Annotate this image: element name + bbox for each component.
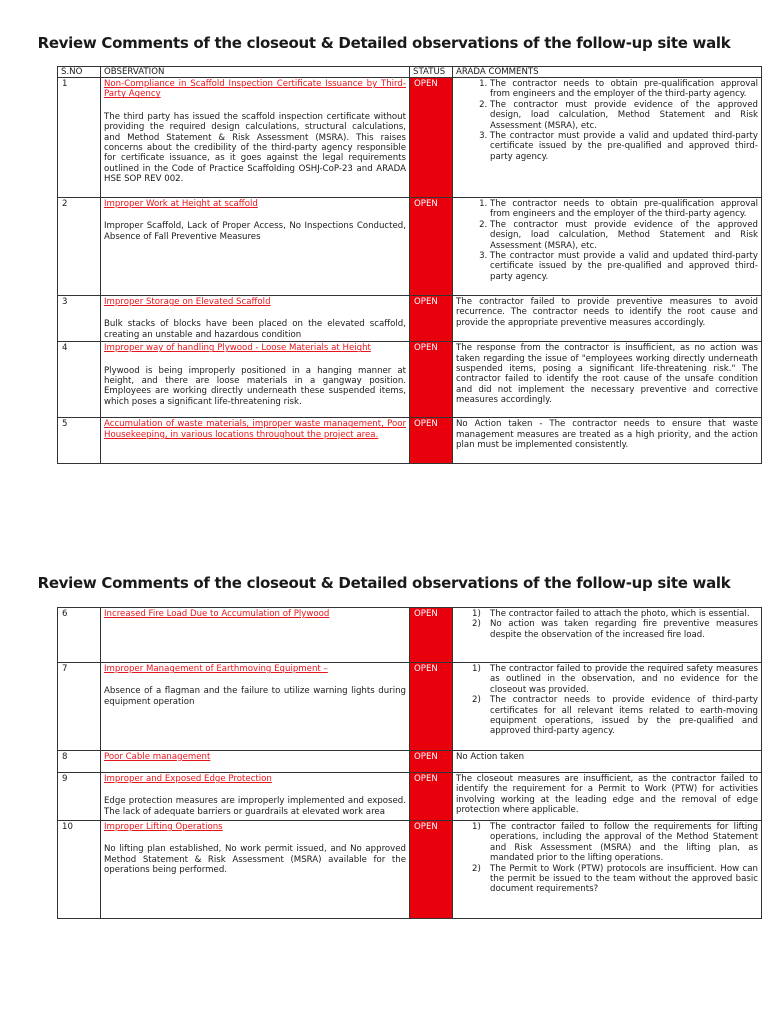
row-number: 6 (58, 608, 101, 663)
table-row (58, 296, 762, 342)
comment-item: 2. The contractor must provide evidence of the approved design, load calculation, Method Statement and Risk Assessment (MSRA), etc. (490, 100, 758, 131)
observation-cell (101, 198, 410, 296)
row-number: 10 (58, 821, 101, 919)
row-number: 4 (58, 342, 101, 418)
observation-description: Absence of a flagman and the failure to utilize warning lights during equipment operation (104, 686, 406, 707)
comment-item: The contractor needs to provide evidence of third-party certificates for all relevant items related to earth-moving equipment operations, issued by the pre-qualified and approved third-party agency. (490, 695, 758, 737)
comment-item: The contractor failed to provide the required safety measures as outlined in the observation, and no evidence for the closeout was provided. (490, 664, 758, 695)
comments-cell (453, 78, 762, 198)
comments-cell (453, 821, 762, 919)
table-row (58, 751, 762, 773)
row-number: 7 (58, 663, 101, 751)
status-badge: OPEN (410, 78, 453, 198)
observation-title: Poor Cable management (104, 752, 211, 762)
section-title: Review Comments of the closeout & Detailed observations of the follow-up site walk (37, 34, 731, 52)
comments-cell: The response from the contractor is insufficient, as no action was taken regarding the issue of "employees working directly underneath suspended items, posing a significant life-threatening risk." The contractor failed to identify the root cause of the unsafe condition and did not implement the necessary preventive and corrective measures accordingly. (453, 342, 762, 418)
comments-cell (453, 198, 762, 296)
observation-title: Improper Storage on Elevated Scaffold (104, 297, 271, 307)
status-badge: OPEN (410, 773, 453, 821)
observation-title: Non-Compliance in Scaffold Inspection Certificate Issuance by Third-Party Agency (104, 79, 406, 100)
comments-cell: The closeout measures are insufficient, as the contractor failed to identify the requirement for a Permit to Work (PTW) for activities involving working at the leading edge and the removal of edge protection where applicable. (453, 773, 762, 821)
observation-title: Accumulation of waste materials, improper waste management, Poor Housekeeping, in various locations throughout the project area. (104, 419, 406, 440)
table-row (58, 342, 762, 418)
row-number: 5 (58, 418, 101, 464)
comment-item: The contractor failed to attach the photo, which is essential. (490, 609, 750, 619)
table-row (58, 821, 762, 919)
comment-item: 2. The contractor must provide evidence of the approved design, load calculation, Method Statement and Risk Assessment (MSRA), etc. (490, 220, 758, 251)
status-badge: OPEN (410, 198, 453, 296)
comment-item: No action was taken regarding fire preventive measures despite the observation of the increased fire load. (490, 619, 758, 640)
observation-description: Plywood is being improperly positioned in a hanging manner at height, and there are loose materials in a gangway position. Employees are working directly underneath these suspended items, which poses a significant life-threatening risk. (104, 365, 406, 407)
observation-cell (101, 296, 410, 342)
row-number: 8 (58, 751, 101, 773)
table-row (58, 418, 762, 464)
row-number: 2 (58, 198, 101, 296)
table-row (58, 78, 762, 198)
section-title-repeat: Review Comments of the closeout & Detailed observations of the follow-up site walk (37, 574, 731, 592)
observation-title: Improper Management of Earthmoving Equipment – (104, 664, 328, 674)
comment-item: 3. The contractor must provide a valid and updated third-party certificate issued by the pre-qualified and approved third-party agency. (490, 131, 758, 162)
observation-title: Improper Work at Height at scaffold (104, 199, 258, 209)
comments-cell: No Action taken - The contractor needs to ensure that waste management measures are treated as a high priority, and the action plan must be implemented consistently. (453, 418, 762, 464)
observation-cell (101, 342, 410, 418)
observations-table-1 (57, 66, 762, 464)
observation-cell (101, 773, 410, 821)
header-status: STATUS (410, 67, 453, 78)
observation-cell (101, 608, 410, 663)
status-badge: OPEN (410, 608, 453, 663)
row-number: 3 (58, 296, 101, 342)
status-badge: OPEN (410, 663, 453, 751)
comment-item: 1. The contractor needs to obtain pre-qualification approval from engineers and the employer of the third-party agency. (490, 79, 758, 100)
status-badge: OPEN (410, 821, 453, 919)
table-row (58, 663, 762, 751)
observation-description: Bulk stacks of blocks have been placed on the elevated scaffold, creating an unstable and hazardous condition (104, 319, 406, 340)
comment-item: 1. The contractor needs to obtain pre-qualification approval from engineers and the employer of the third-party agency. (490, 199, 758, 220)
observation-cell (101, 751, 410, 773)
observation-title: Improper and Exposed Edge Protection (104, 774, 272, 784)
comment-item: The contractor failed to follow the requirements for lifting operations, including the approval of the Method Statement and Risk Assessment (MSRA) and the lifting plan, as mandated prior to the lifting operations. (490, 822, 758, 864)
table-row (58, 198, 762, 296)
comment-item: 3. The contractor must provide a valid and updated third-party certificate issued by the pre-qualified and approved third-party agency. (490, 251, 758, 282)
observations-table-2 (57, 607, 762, 919)
row-number: 9 (58, 773, 101, 821)
observation-cell (101, 663, 410, 751)
observation-description: Edge protection measures are improperly implemented and exposed. The lack of adequate barriers or guardrails at elevated work area (104, 796, 406, 817)
table-header-row (58, 67, 762, 78)
comments-cell: The contractor failed to provide preventive measures to avoid recurrence. The contractor needs to identify the root cause and provide the appropriate preventive measures accordingly. (453, 296, 762, 342)
comments-cell (453, 608, 762, 663)
status-badge: OPEN (410, 342, 453, 418)
status-badge: OPEN (410, 296, 453, 342)
observation-title: Improper way of handling Plywood - Loose Materials at Height (104, 343, 371, 354)
observation-description: No lifting plan established, No work permit issued, and No approved Method Statement & Risk Assessment (MSRA) available for the operations being performed. (104, 844, 406, 876)
comments-cell (453, 663, 762, 751)
observation-cell (101, 418, 410, 464)
status-badge: OPEN (410, 418, 453, 464)
observation-cell (101, 821, 410, 919)
observation-title: Improper Lifting Operations (104, 822, 223, 832)
observation-title: Increased Fire Load Due to Accumulation of Plywood (104, 609, 330, 619)
observation-description: Improper Scaffold, Lack of Proper Access, No Inspections Conducted, Absence of Fall Preventive Measures (104, 221, 406, 242)
comment-item: The Permit to Work (PTW) protocols are insufficient. How can the permit be issued to the team without the approved basic document requirements? (490, 863, 758, 895)
comments-cell: No Action taken (453, 751, 762, 773)
header-sno: S.NO (58, 67, 101, 78)
row-number: 1 (58, 78, 101, 198)
observation-cell (101, 78, 410, 198)
header-comments: ARADA COMMENTS (453, 67, 762, 78)
header-observation: OBSERVATION (101, 67, 410, 78)
observation-description: The third party has issued the scaffold inspection certificate without providing the required design calculations, structural calculations, and Method Statement & Risk Assessment (MSRA). This raises concerns about the credibility of the third-party agency responsible for certificate issuance, as it goes against the legal requirements outlined in the Code of Practice Scaffolding OSHJ-CoP-23 and ARADA HSE SOP REV 002. (104, 111, 406, 185)
table-row (58, 773, 762, 821)
status-badge: OPEN (410, 751, 453, 773)
table-row (58, 608, 762, 663)
